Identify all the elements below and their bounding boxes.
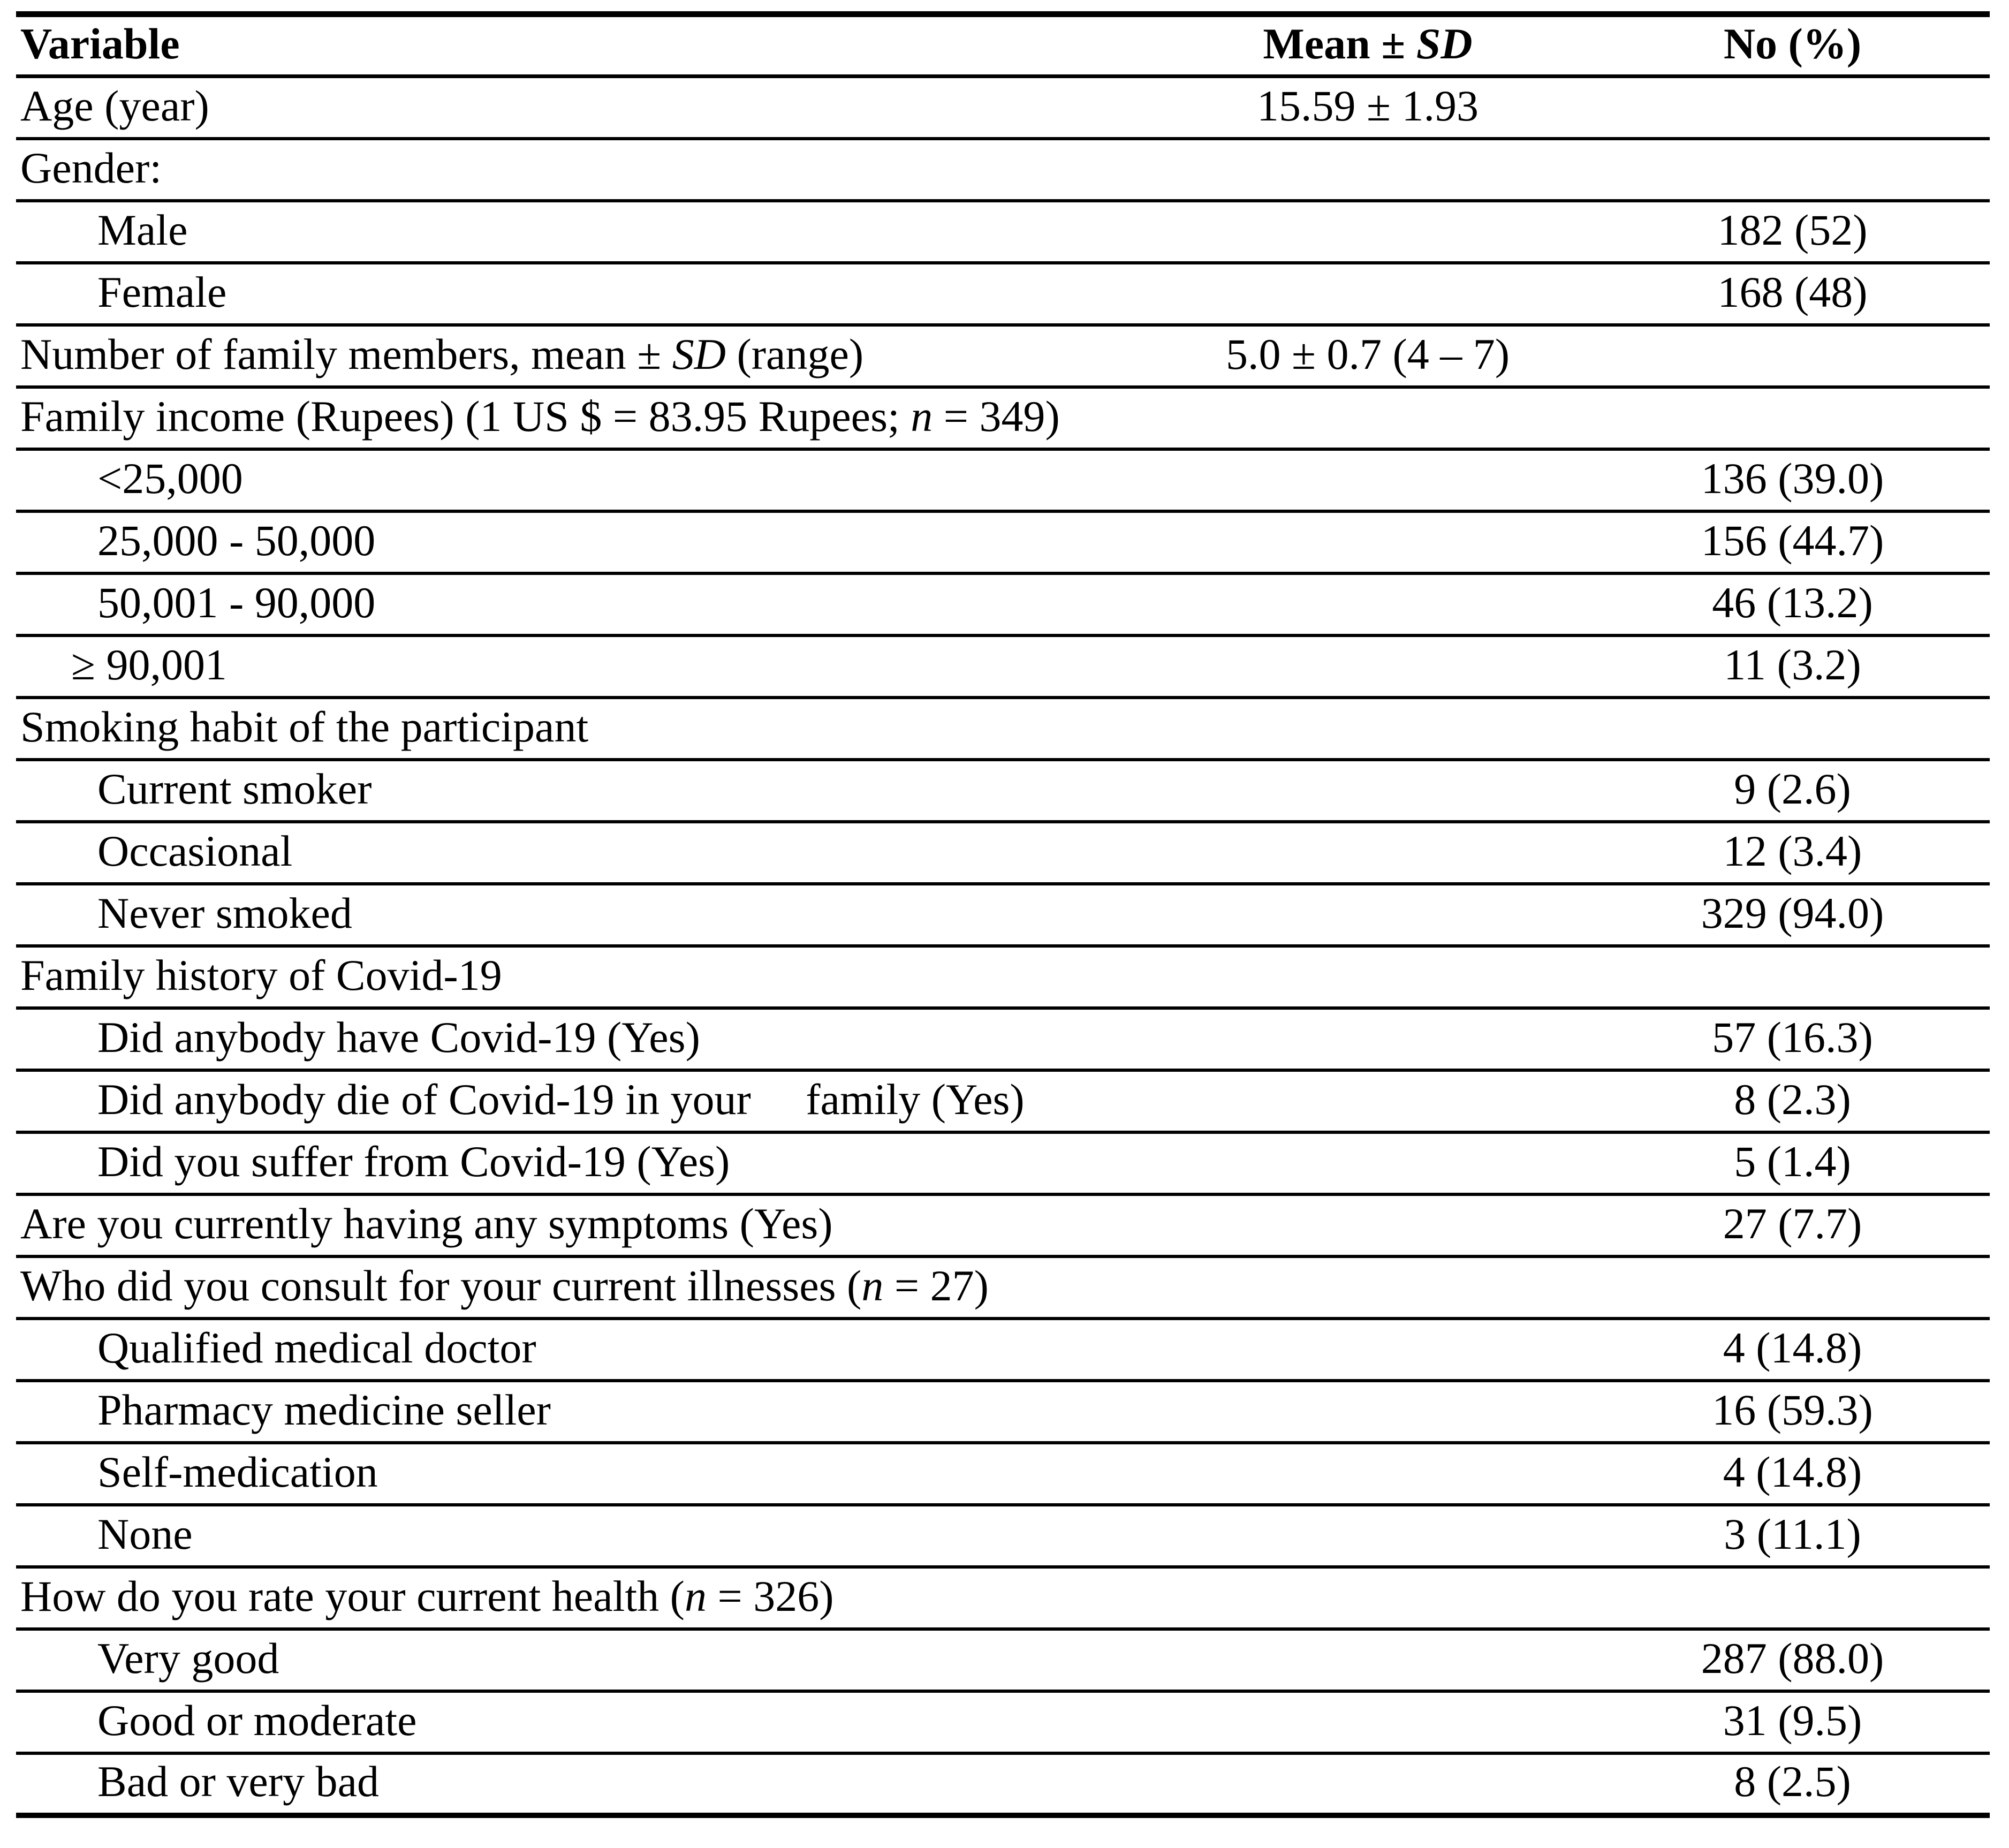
variable-cell (16, 1256, 1676, 1319)
cell-text: 16 (59.3) (1712, 1385, 1873, 1435)
cell-text: 25,000 - 50,000 (97, 516, 376, 565)
count-percent-cell (1676, 822, 1990, 884)
variable-cell (16, 139, 1676, 201)
cell-text: 136 (39.0) (1701, 454, 1884, 503)
cell-text: Male (97, 206, 188, 255)
cell-text: Bad or very bad (97, 1757, 379, 1806)
variable-cell (16, 1691, 1676, 1753)
table-row (16, 822, 1990, 884)
cell-text: Occasional (97, 827, 293, 876)
table-row (16, 511, 1990, 573)
cell-text: n (684, 1572, 707, 1621)
header-variable (16, 14, 1060, 77)
cell-text: = 326) (706, 1572, 834, 1621)
table-row (16, 635, 1990, 698)
table-row (16, 1629, 1990, 1691)
count-percent-cell (1676, 1132, 1990, 1194)
count-percent-cell (1676, 1691, 1990, 1753)
count-percent-cell (1676, 1629, 1990, 1691)
cell-text: Did anybody die of Covid-19 in your family (Yes) (97, 1075, 1025, 1124)
cell-text: Smoking habit of the participant (20, 702, 589, 752)
variable-cell (16, 822, 1676, 884)
count-percent-cell (1676, 77, 1990, 139)
cell-text: 4 (14.8) (1723, 1323, 1862, 1373)
count-percent-cell (1676, 139, 1990, 201)
header-row (16, 14, 1990, 77)
table-row (16, 1505, 1990, 1567)
table-row (16, 201, 1990, 263)
cell-text: Gender: (20, 143, 162, 193)
table-row (16, 1319, 1990, 1381)
cell-text: 27 (7.7) (1723, 1199, 1862, 1248)
cell-text: 8 (2.5) (1734, 1757, 1851, 1806)
table-row (16, 573, 1990, 635)
cell-text: Did anybody have Covid-19 (Yes) (97, 1013, 700, 1062)
cell-text: 9 (2.6) (1734, 764, 1851, 814)
cell-text: 31 (9.5) (1723, 1696, 1862, 1745)
table-row (16, 449, 1990, 511)
table-row (16, 139, 1990, 201)
cell-text: Very good (97, 1634, 279, 1683)
variable-cell (16, 760, 1676, 822)
variable-cell (16, 1070, 1676, 1132)
cell-text: 57 (16.3) (1712, 1013, 1873, 1062)
cell-text: 156 (44.7) (1701, 516, 1884, 565)
count-percent-cell (1676, 449, 1990, 511)
table-row (16, 1256, 1990, 1319)
table-row (16, 698, 1990, 760)
cell-text: Number of family members, mean ± (20, 330, 672, 379)
variable-cell (16, 511, 1676, 573)
header-no-pct (1676, 14, 1990, 77)
cell-text: 12 (3.4) (1723, 827, 1862, 876)
variable-cell (16, 1319, 1676, 1381)
count-percent-cell (1676, 1070, 1990, 1132)
cell-text: SD (672, 330, 726, 379)
variable-cell (16, 635, 1676, 698)
cell-text: (range) (725, 330, 864, 379)
cell-text: 182 (52) (1717, 206, 1868, 255)
variable-cell (16, 325, 1060, 387)
variable-cell (16, 1443, 1676, 1505)
count-percent-cell (1676, 511, 1990, 573)
count-percent-cell (1676, 1194, 1990, 1256)
variable-cell (16, 1567, 1676, 1629)
cell-text: Mean ± (1263, 19, 1416, 68)
table-row (16, 1567, 1990, 1629)
cell-text: 50,001 - 90,000 (97, 578, 376, 627)
variable-cell (16, 1008, 1676, 1070)
cell-text: Qualified medical doctor (97, 1323, 536, 1373)
count-percent-cell (1676, 263, 1990, 325)
cell-text: Self-medication (97, 1448, 378, 1497)
mean-sd-cell (1060, 77, 1676, 139)
cell-text: Family income (Rupees) (1 US $ = 83.95 Rupees; (20, 392, 911, 441)
cell-text: Family history of Covid-19 (20, 951, 502, 1000)
cell-text: 46 (13.2) (1712, 578, 1873, 627)
table-row (16, 1008, 1990, 1070)
cell-text: No (%) (1723, 19, 1862, 68)
variable-cell (16, 884, 1676, 946)
cell-text: Good or moderate (97, 1696, 417, 1745)
cell-text: 329 (94.0) (1701, 889, 1884, 938)
table-row (16, 760, 1990, 822)
cell-text: n (911, 392, 933, 441)
cell-text: <25,000 (97, 454, 243, 503)
table-row (16, 77, 1990, 139)
variable-cell (16, 387, 1676, 449)
cell-text: = 349) (933, 392, 1060, 441)
cell-text: 4 (14.8) (1723, 1448, 1862, 1497)
table-row (16, 263, 1990, 325)
count-percent-cell (1676, 1319, 1990, 1381)
variable-cell (16, 1194, 1676, 1256)
cell-text: How do you rate your current health ( (20, 1572, 685, 1621)
cell-text: Never smoked (97, 889, 352, 938)
demographics-table (16, 11, 1990, 1818)
cell-text: Pharmacy medicine seller (97, 1385, 551, 1435)
mean-sd-cell (1060, 325, 1676, 387)
cell-text: 5.0 ± 0.7 (4 – 7) (1225, 330, 1510, 379)
table-row (16, 325, 1990, 387)
cell-text: 8 (2.3) (1734, 1075, 1851, 1124)
variable-cell (16, 201, 1676, 263)
cell-text: Are you currently having any symptoms (Yes) (20, 1199, 833, 1248)
variable-cell (16, 449, 1676, 511)
count-percent-cell (1676, 1008, 1990, 1070)
cell-text: 287 (88.0) (1701, 1634, 1884, 1683)
variable-cell (16, 1753, 1676, 1815)
cell-text: 168 (48) (1717, 268, 1868, 317)
variable-cell (16, 1132, 1676, 1194)
variable-cell (16, 1629, 1676, 1691)
cell-text: = 27) (883, 1261, 989, 1311)
count-percent-cell (1676, 760, 1990, 822)
cell-text: Variable (20, 19, 180, 68)
count-percent-cell (1676, 1505, 1990, 1567)
table-row (16, 1443, 1990, 1505)
count-percent-cell (1676, 573, 1990, 635)
count-percent-cell (1676, 1443, 1990, 1505)
cell-text: ≥ 90,001 (71, 640, 228, 690)
variable-cell (16, 263, 1676, 325)
table-row (16, 1691, 1990, 1753)
cell-text: Female (97, 268, 227, 317)
cell-text: 3 (11.1) (1724, 1510, 1861, 1559)
variable-cell (16, 698, 1676, 760)
table-body (16, 77, 1990, 1815)
count-percent-cell (1676, 698, 1990, 760)
variable-cell (16, 77, 1060, 139)
cell-text: Current smoker (97, 764, 372, 814)
count-percent-cell (1676, 1256, 1990, 1319)
cell-text: Age (year) (20, 81, 209, 131)
table-row (16, 1132, 1990, 1194)
cell-text: 11 (3.2) (1724, 640, 1861, 690)
variable-cell (16, 1381, 1676, 1443)
count-percent-cell (1676, 946, 1990, 1008)
table-row (16, 387, 1990, 449)
table-row (16, 884, 1990, 946)
count-percent-cell (1676, 201, 1990, 263)
count-percent-cell (1676, 387, 1990, 449)
table-row (16, 1194, 1990, 1256)
count-percent-cell (1676, 1753, 1990, 1815)
table-row (16, 946, 1990, 1008)
cell-text: Did you suffer from Covid-19 (Yes) (97, 1137, 730, 1186)
count-percent-cell (1676, 325, 1990, 387)
count-percent-cell (1676, 1567, 1990, 1629)
cell-text: None (97, 1510, 193, 1559)
cell-text: 5 (1.4) (1734, 1137, 1851, 1186)
cell-text: n (861, 1261, 884, 1311)
variable-cell (16, 573, 1676, 635)
header-mean-sd (1060, 14, 1676, 77)
cell-text: 15.59 ± 1.93 (1256, 81, 1479, 131)
count-percent-cell (1676, 1381, 1990, 1443)
cell-text: Who did you consult for your current illnesses ( (20, 1261, 862, 1311)
count-percent-cell (1676, 884, 1990, 946)
cell-text: SD (1416, 19, 1473, 68)
table-row (16, 1070, 1990, 1132)
table-row (16, 1381, 1990, 1443)
variable-cell (16, 946, 1676, 1008)
table-row (16, 1753, 1990, 1815)
variable-cell (16, 1505, 1676, 1567)
count-percent-cell (1676, 635, 1990, 698)
